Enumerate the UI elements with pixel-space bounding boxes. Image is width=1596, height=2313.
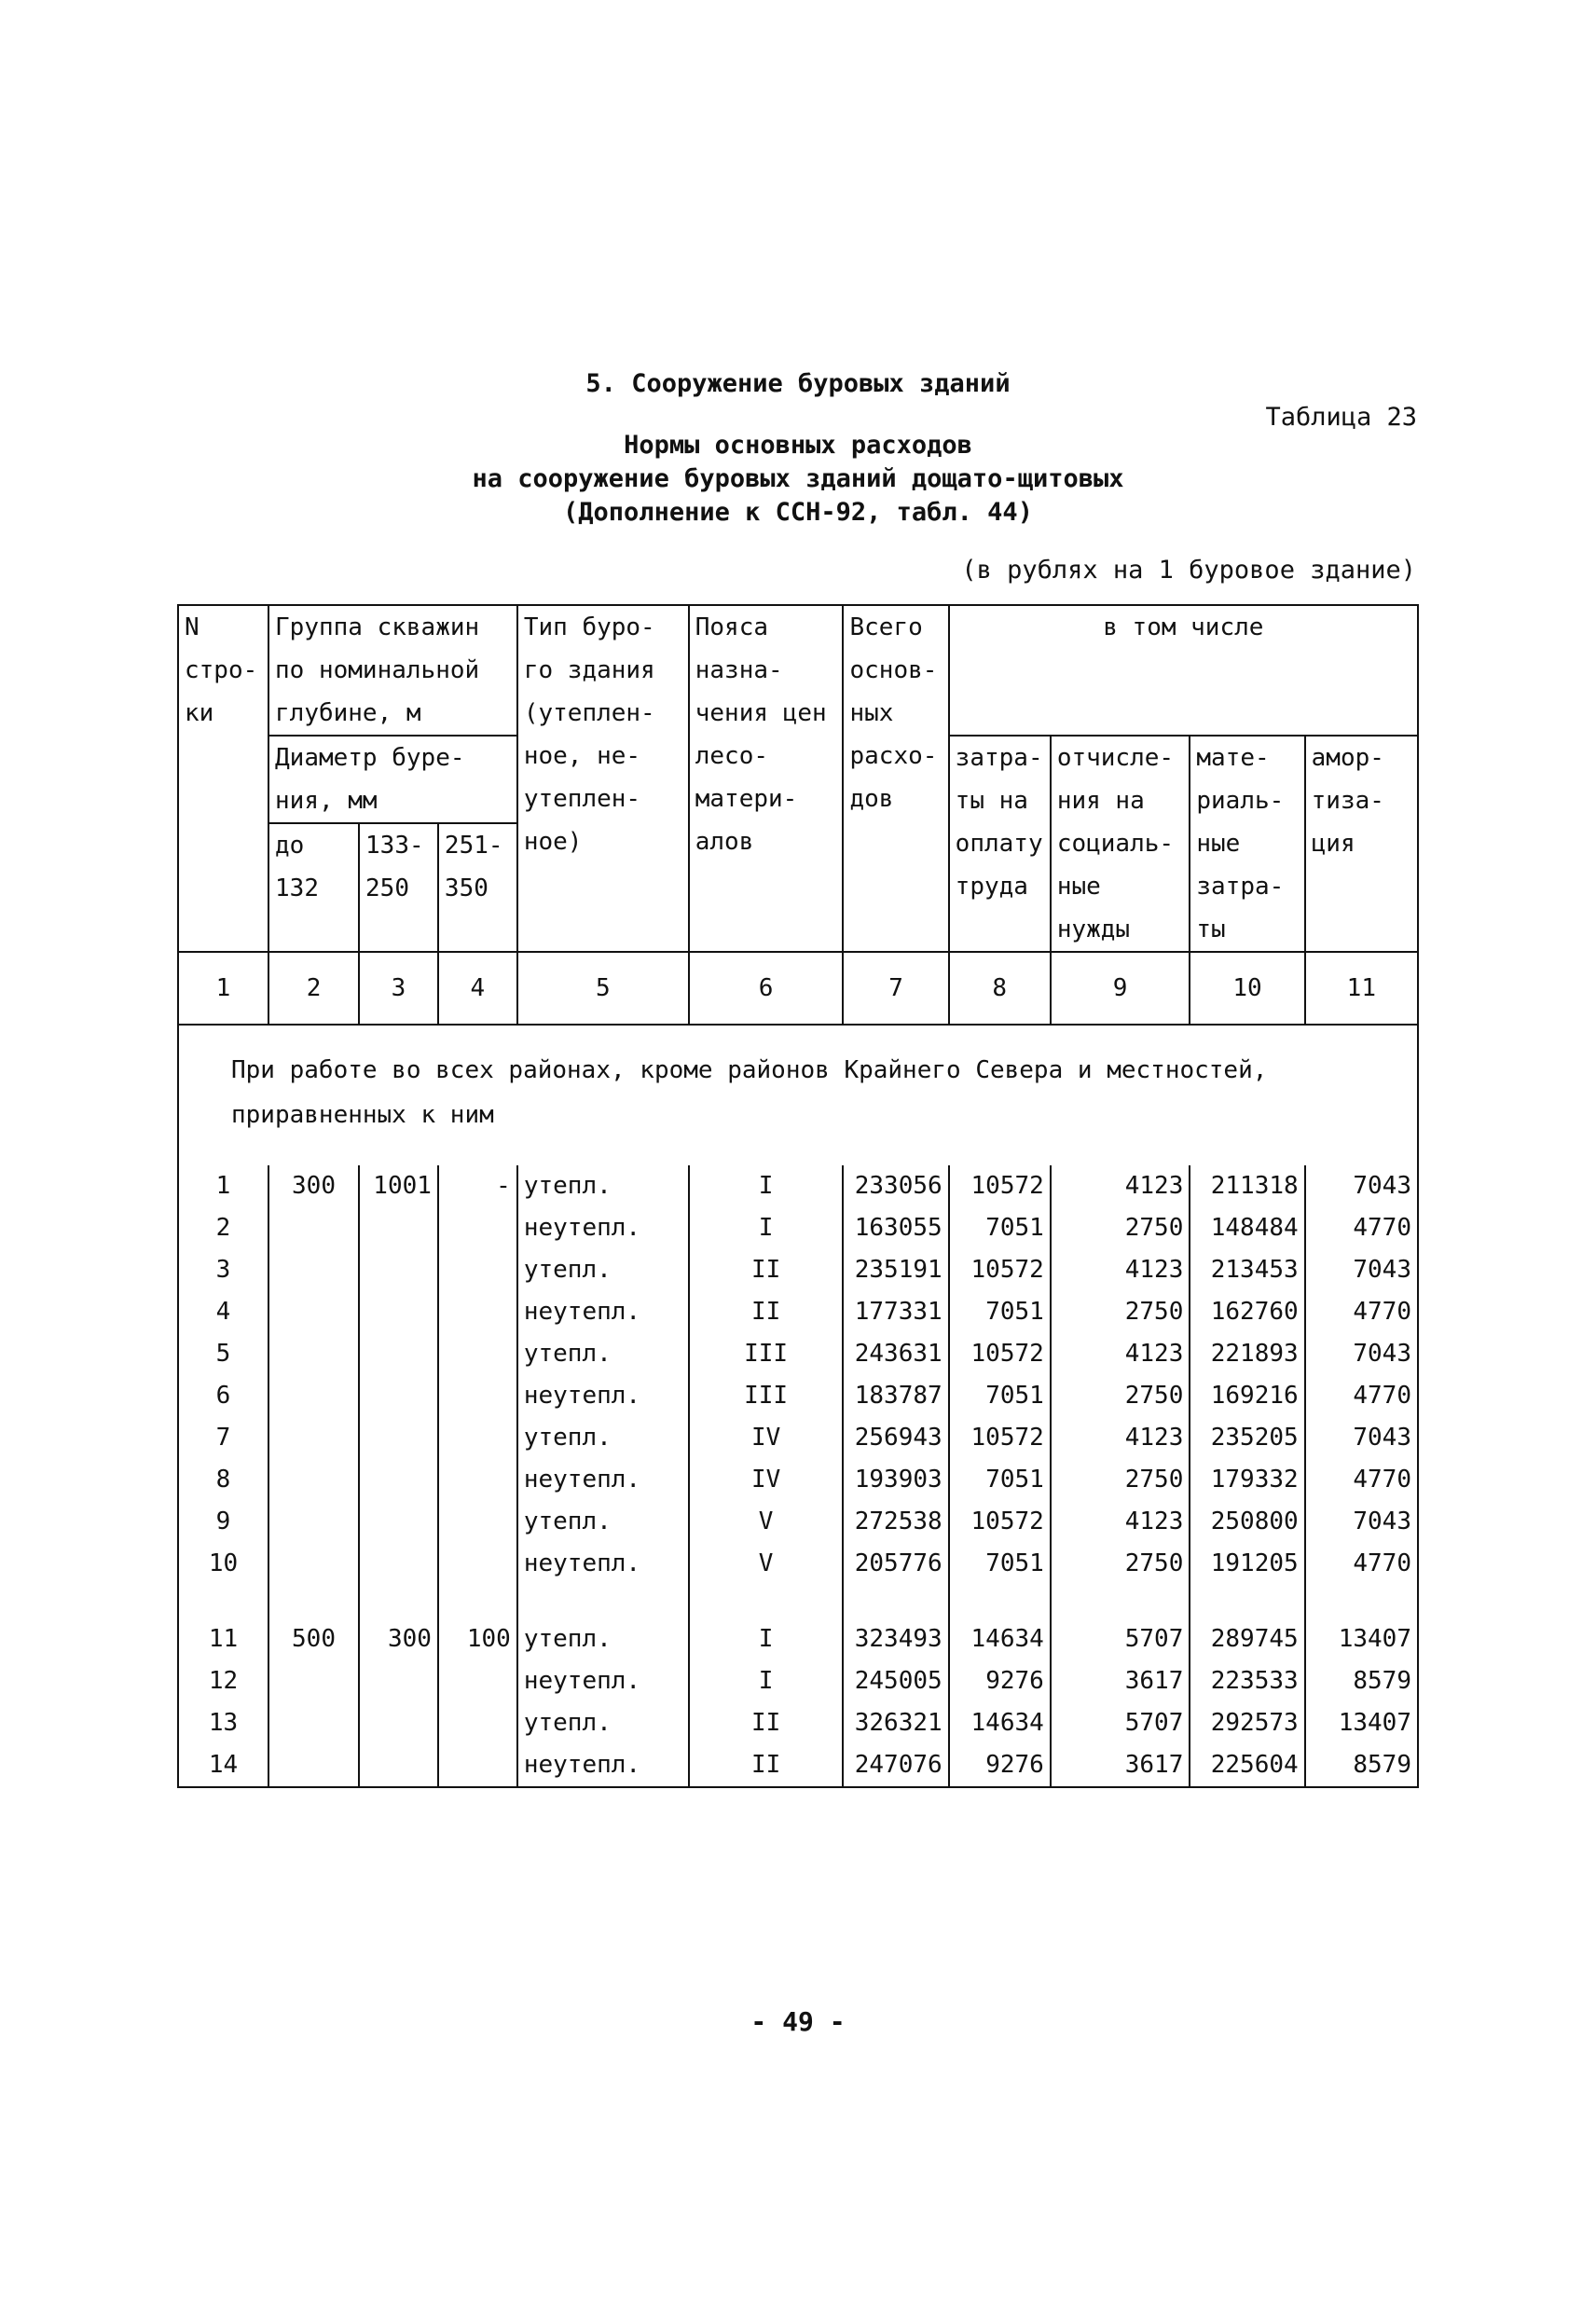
header-including: в том числе: [949, 605, 1418, 736]
table-cell: 4770: [1305, 1291, 1418, 1333]
table-cell: 211318: [1190, 1165, 1304, 1207]
table-cell: [359, 1543, 438, 1585]
header-total: Всего основ- ных расхо- дов: [843, 605, 948, 952]
table-cell: неутепл.: [517, 1207, 689, 1249]
table-cell: 4123: [1051, 1249, 1190, 1291]
table-cell: 6: [178, 1375, 268, 1417]
table-cell: 2750: [1051, 1543, 1190, 1585]
table-cell: 179332: [1190, 1459, 1304, 1501]
table-cell: [438, 1249, 517, 1291]
table-cell: 4770: [1305, 1375, 1418, 1417]
table-cell: [268, 1501, 359, 1543]
table-row: [178, 1333, 1418, 1375]
table-cell: 243631: [843, 1333, 948, 1375]
table-cell: 235205: [1190, 1417, 1304, 1459]
table-cell: неутепл.: [517, 1660, 689, 1702]
table-cell: 272538: [843, 1501, 948, 1543]
spacer-cell: [517, 1585, 689, 1618]
table-cell: 233056: [843, 1165, 948, 1207]
table-cell: 4123: [1051, 1501, 1190, 1543]
table-cell: [359, 1291, 438, 1333]
table-cell: [268, 1291, 359, 1333]
table-row: [178, 1165, 1418, 1207]
table-cell: 7051: [949, 1291, 1051, 1333]
table-cell: 163055: [843, 1207, 948, 1249]
table-cell: утепл.: [517, 1249, 689, 1291]
table-cell: 162760: [1190, 1291, 1304, 1333]
table-cell: 13: [178, 1702, 268, 1744]
header-diameter-1: до 132: [268, 823, 359, 952]
table-cell: [359, 1459, 438, 1501]
table-cell: [268, 1660, 359, 1702]
table-cell: 300: [359, 1618, 438, 1660]
table-cell: 148484: [1190, 1207, 1304, 1249]
units-note: (в рублях на 1 буровое здание): [961, 556, 1416, 585]
table-cell: [438, 1702, 517, 1744]
table-cell: 2750: [1051, 1375, 1190, 1417]
table-row: [178, 1660, 1418, 1702]
table-cell: I: [689, 1618, 844, 1660]
table-cell: 2750: [1051, 1459, 1190, 1501]
table-cell: [268, 1333, 359, 1375]
spacer-cell: [438, 1585, 517, 1618]
table-cell: 7051: [949, 1207, 1051, 1249]
table-cell: 10572: [949, 1501, 1051, 1543]
table-cell: [438, 1459, 517, 1501]
col-number: 5: [517, 952, 689, 1025]
table-cell: II: [689, 1249, 844, 1291]
table-cell: [438, 1207, 517, 1249]
table-cell: [438, 1744, 517, 1787]
spacer-cell: [1305, 1585, 1418, 1618]
table-cell: IV: [689, 1417, 844, 1459]
table-cell: 10572: [949, 1333, 1051, 1375]
table-row: [178, 1543, 1418, 1585]
table-cell: 3: [178, 1249, 268, 1291]
header-zone: Пояса назна- чения цен лесо- матери- алов: [689, 605, 844, 952]
table-cell: утепл.: [517, 1618, 689, 1660]
table-cell: [438, 1417, 517, 1459]
spacer-cell: [689, 1585, 844, 1618]
col-number: 2: [268, 952, 359, 1025]
table-cell: неутепл.: [517, 1375, 689, 1417]
table-cell: 4770: [1305, 1543, 1418, 1585]
table-cell: утепл.: [517, 1501, 689, 1543]
table-cell: 4770: [1305, 1207, 1418, 1249]
table-row: [178, 1744, 1418, 1787]
header-row-no: N стро- ки: [178, 605, 268, 864]
col-number: 7: [843, 952, 948, 1025]
table-cell: утепл.: [517, 1702, 689, 1744]
table-cell: неутепл.: [517, 1744, 689, 1787]
table-cell: [268, 1375, 359, 1417]
table-cell: 250800: [1190, 1501, 1304, 1543]
col-number: 10: [1190, 952, 1304, 1025]
table-cell: 10572: [949, 1165, 1051, 1207]
col-number: 6: [689, 952, 844, 1025]
table-cell: 14634: [949, 1702, 1051, 1744]
table-cell: 14634: [949, 1618, 1051, 1660]
table-cell: 205776: [843, 1543, 948, 1585]
table-cell: II: [689, 1291, 844, 1333]
table-cell: 3617: [1051, 1744, 1190, 1787]
table-cell: 235191: [843, 1249, 948, 1291]
table-cell: 289745: [1190, 1618, 1304, 1660]
spacer-cell: [843, 1585, 948, 1618]
header-type: Тип буро- го здания (утеплен- ное, не- утеплен- ное): [517, 605, 689, 952]
heading-line: (Дополнение к ССН-92, табл. 44): [563, 498, 1033, 527]
table-cell: неутепл.: [517, 1291, 689, 1333]
table-label: Таблица 23: [1265, 403, 1417, 432]
table-row: [178, 1702, 1418, 1744]
table-cell: 7043: [1305, 1501, 1418, 1543]
header-diameter: Диаметр буре- ния, мм: [268, 736, 517, 823]
table-cell: IV: [689, 1459, 844, 1501]
table-cell: 10: [178, 1543, 268, 1585]
table-cell: [438, 1333, 517, 1375]
table-row: [178, 1249, 1418, 1291]
table-cell: V: [689, 1501, 844, 1543]
section-title: 5. Сооружение буровых зданий: [585, 369, 1011, 398]
header-group: Группа скважин по номинальной глубине, м: [268, 605, 517, 736]
table-cell: 7043: [1305, 1249, 1418, 1291]
table-cell: 2: [178, 1207, 268, 1249]
spacer-cell: [1190, 1585, 1304, 1618]
table-cell: [268, 1249, 359, 1291]
table-cell: 4123: [1051, 1333, 1190, 1375]
header-social: отчисле- ния на социаль- ные нужды: [1051, 736, 1190, 952]
page-number: - 49 -: [750, 2006, 846, 2037]
table-cell: 11: [178, 1618, 268, 1660]
table-cell: [268, 1744, 359, 1787]
table-cell: [268, 1543, 359, 1585]
table-cell: 8579: [1305, 1744, 1418, 1787]
table-cell: 5707: [1051, 1702, 1190, 1744]
table-cell: 4: [178, 1291, 268, 1333]
table-cell: 5707: [1051, 1618, 1190, 1660]
table-cell: утепл.: [517, 1333, 689, 1375]
table-row: [178, 1459, 1418, 1501]
table-cell: [438, 1543, 517, 1585]
col-number: 1: [178, 952, 268, 1025]
table-cell: [268, 1459, 359, 1501]
table-cell: 245005: [843, 1660, 948, 1702]
table-row: [178, 1207, 1418, 1249]
table-cell: 7051: [949, 1375, 1051, 1417]
table-cell: I: [689, 1660, 844, 1702]
spacer-cell: [178, 1585, 268, 1618]
header-diameter-3: 251- 350: [438, 823, 517, 952]
table-cell: 177331: [843, 1291, 948, 1333]
table-cell: утепл.: [517, 1417, 689, 1459]
table-cell: [438, 1375, 517, 1417]
col-number: 8: [949, 952, 1051, 1025]
table-cell: неутепл.: [517, 1543, 689, 1585]
table-row: [178, 1375, 1418, 1417]
table-cell: 9276: [949, 1660, 1051, 1702]
table-cell: 13407: [1305, 1618, 1418, 1660]
table-cell: [438, 1291, 517, 1333]
table-cell: [359, 1375, 438, 1417]
table-cell: I: [689, 1165, 844, 1207]
table-cell: 4123: [1051, 1165, 1190, 1207]
table-cell: 14: [178, 1744, 268, 1787]
col-number: 9: [1051, 952, 1190, 1025]
table-cell: 323493: [843, 1618, 948, 1660]
heading-line: на сооружение буровых зданий дощато-щитовых: [472, 464, 1124, 493]
table-cell: [268, 1702, 359, 1744]
table-row: [178, 1501, 1418, 1543]
table-cell: [438, 1501, 517, 1543]
table-cell: [359, 1660, 438, 1702]
col-number: 4: [438, 952, 517, 1025]
table-cell: 193903: [843, 1459, 948, 1501]
col-number: 11: [1305, 952, 1418, 1025]
table-cell: 183787: [843, 1375, 948, 1417]
table-cell: утепл.: [517, 1165, 689, 1207]
table-cell: 7043: [1305, 1165, 1418, 1207]
norms-table: [177, 604, 1419, 1788]
spacer-cell: [949, 1585, 1051, 1618]
table-cell: 13407: [1305, 1702, 1418, 1744]
table-cell: 300: [268, 1165, 359, 1207]
table-cell: 4123: [1051, 1417, 1190, 1459]
table-cell: [359, 1249, 438, 1291]
table-cell: 10572: [949, 1249, 1051, 1291]
table-cell: [359, 1702, 438, 1744]
table-cell: V: [689, 1543, 844, 1585]
table-cell: 7051: [949, 1543, 1051, 1585]
table-cell: III: [689, 1375, 844, 1417]
table-cell: 7043: [1305, 1333, 1418, 1375]
table-cell: [359, 1744, 438, 1787]
table-cell: 225604: [1190, 1744, 1304, 1787]
spacer-cell: [268, 1585, 359, 1618]
table-cell: неутепл.: [517, 1459, 689, 1501]
table-cell: [359, 1417, 438, 1459]
header-labor: затра- ты на оплату труда: [949, 736, 1051, 952]
table-cell: -: [438, 1165, 517, 1207]
heading-line: Нормы основных расходов: [624, 431, 972, 460]
table-cell: [268, 1207, 359, 1249]
table-cell: 10572: [949, 1417, 1051, 1459]
header-materials: мате- риаль- ные затра- ты: [1190, 736, 1304, 952]
table-cell: 9276: [949, 1744, 1051, 1787]
table-cell: I: [689, 1207, 844, 1249]
table-cell: 191205: [1190, 1543, 1304, 1585]
table-cell: 292573: [1190, 1702, 1304, 1744]
table-cell: 256943: [843, 1417, 948, 1459]
col-number: 3: [359, 952, 438, 1025]
table-cell: 5: [178, 1333, 268, 1375]
header-spacer: [178, 864, 268, 952]
table-cell: II: [689, 1702, 844, 1744]
table-cell: 169216: [1190, 1375, 1304, 1417]
spacer-cell: [1051, 1585, 1190, 1618]
table-cell: 2750: [1051, 1291, 1190, 1333]
table-cell: [359, 1207, 438, 1249]
table-cell: 247076: [843, 1744, 948, 1787]
group-spacer: [178, 1585, 1418, 1618]
table-cell: 100: [438, 1618, 517, 1660]
table-cell: 221893: [1190, 1333, 1304, 1375]
spacer-cell: [359, 1585, 438, 1618]
table-row: [178, 1618, 1418, 1660]
table-cell: III: [689, 1333, 844, 1375]
table-cell: 223533: [1190, 1660, 1304, 1702]
table-row: [178, 1417, 1418, 1459]
header-diameter-2: 133- 250: [359, 823, 438, 952]
table-cell: [438, 1660, 517, 1702]
table-cell: 1: [178, 1165, 268, 1207]
table-cell: 500: [268, 1618, 359, 1660]
table-cell: II: [689, 1744, 844, 1787]
table-cell: 326321: [843, 1702, 948, 1744]
region-note: При работе во всех районах, кроме районов Крайнего Севера и местностей, приравненных к ним: [178, 1025, 1418, 1165]
table-cell: 4770: [1305, 1459, 1418, 1501]
table-cell: 9: [178, 1501, 268, 1543]
table-cell: [359, 1501, 438, 1543]
table-cell: 12: [178, 1660, 268, 1702]
table-cell: [359, 1333, 438, 1375]
table-cell: 8: [178, 1459, 268, 1501]
table-heading: [0, 429, 1596, 530]
table-cell: 1001: [359, 1165, 438, 1207]
table-cell: 7: [178, 1417, 268, 1459]
table-cell: 2750: [1051, 1207, 1190, 1249]
table-cell: 7051: [949, 1459, 1051, 1501]
table-cell: [268, 1417, 359, 1459]
header-amortization: амор- тиза- ция: [1305, 736, 1418, 952]
table-row: [178, 1291, 1418, 1333]
table-cell: 7043: [1305, 1417, 1418, 1459]
table-cell: 3617: [1051, 1660, 1190, 1702]
table-cell: 213453: [1190, 1249, 1304, 1291]
table-cell: 8579: [1305, 1660, 1418, 1702]
